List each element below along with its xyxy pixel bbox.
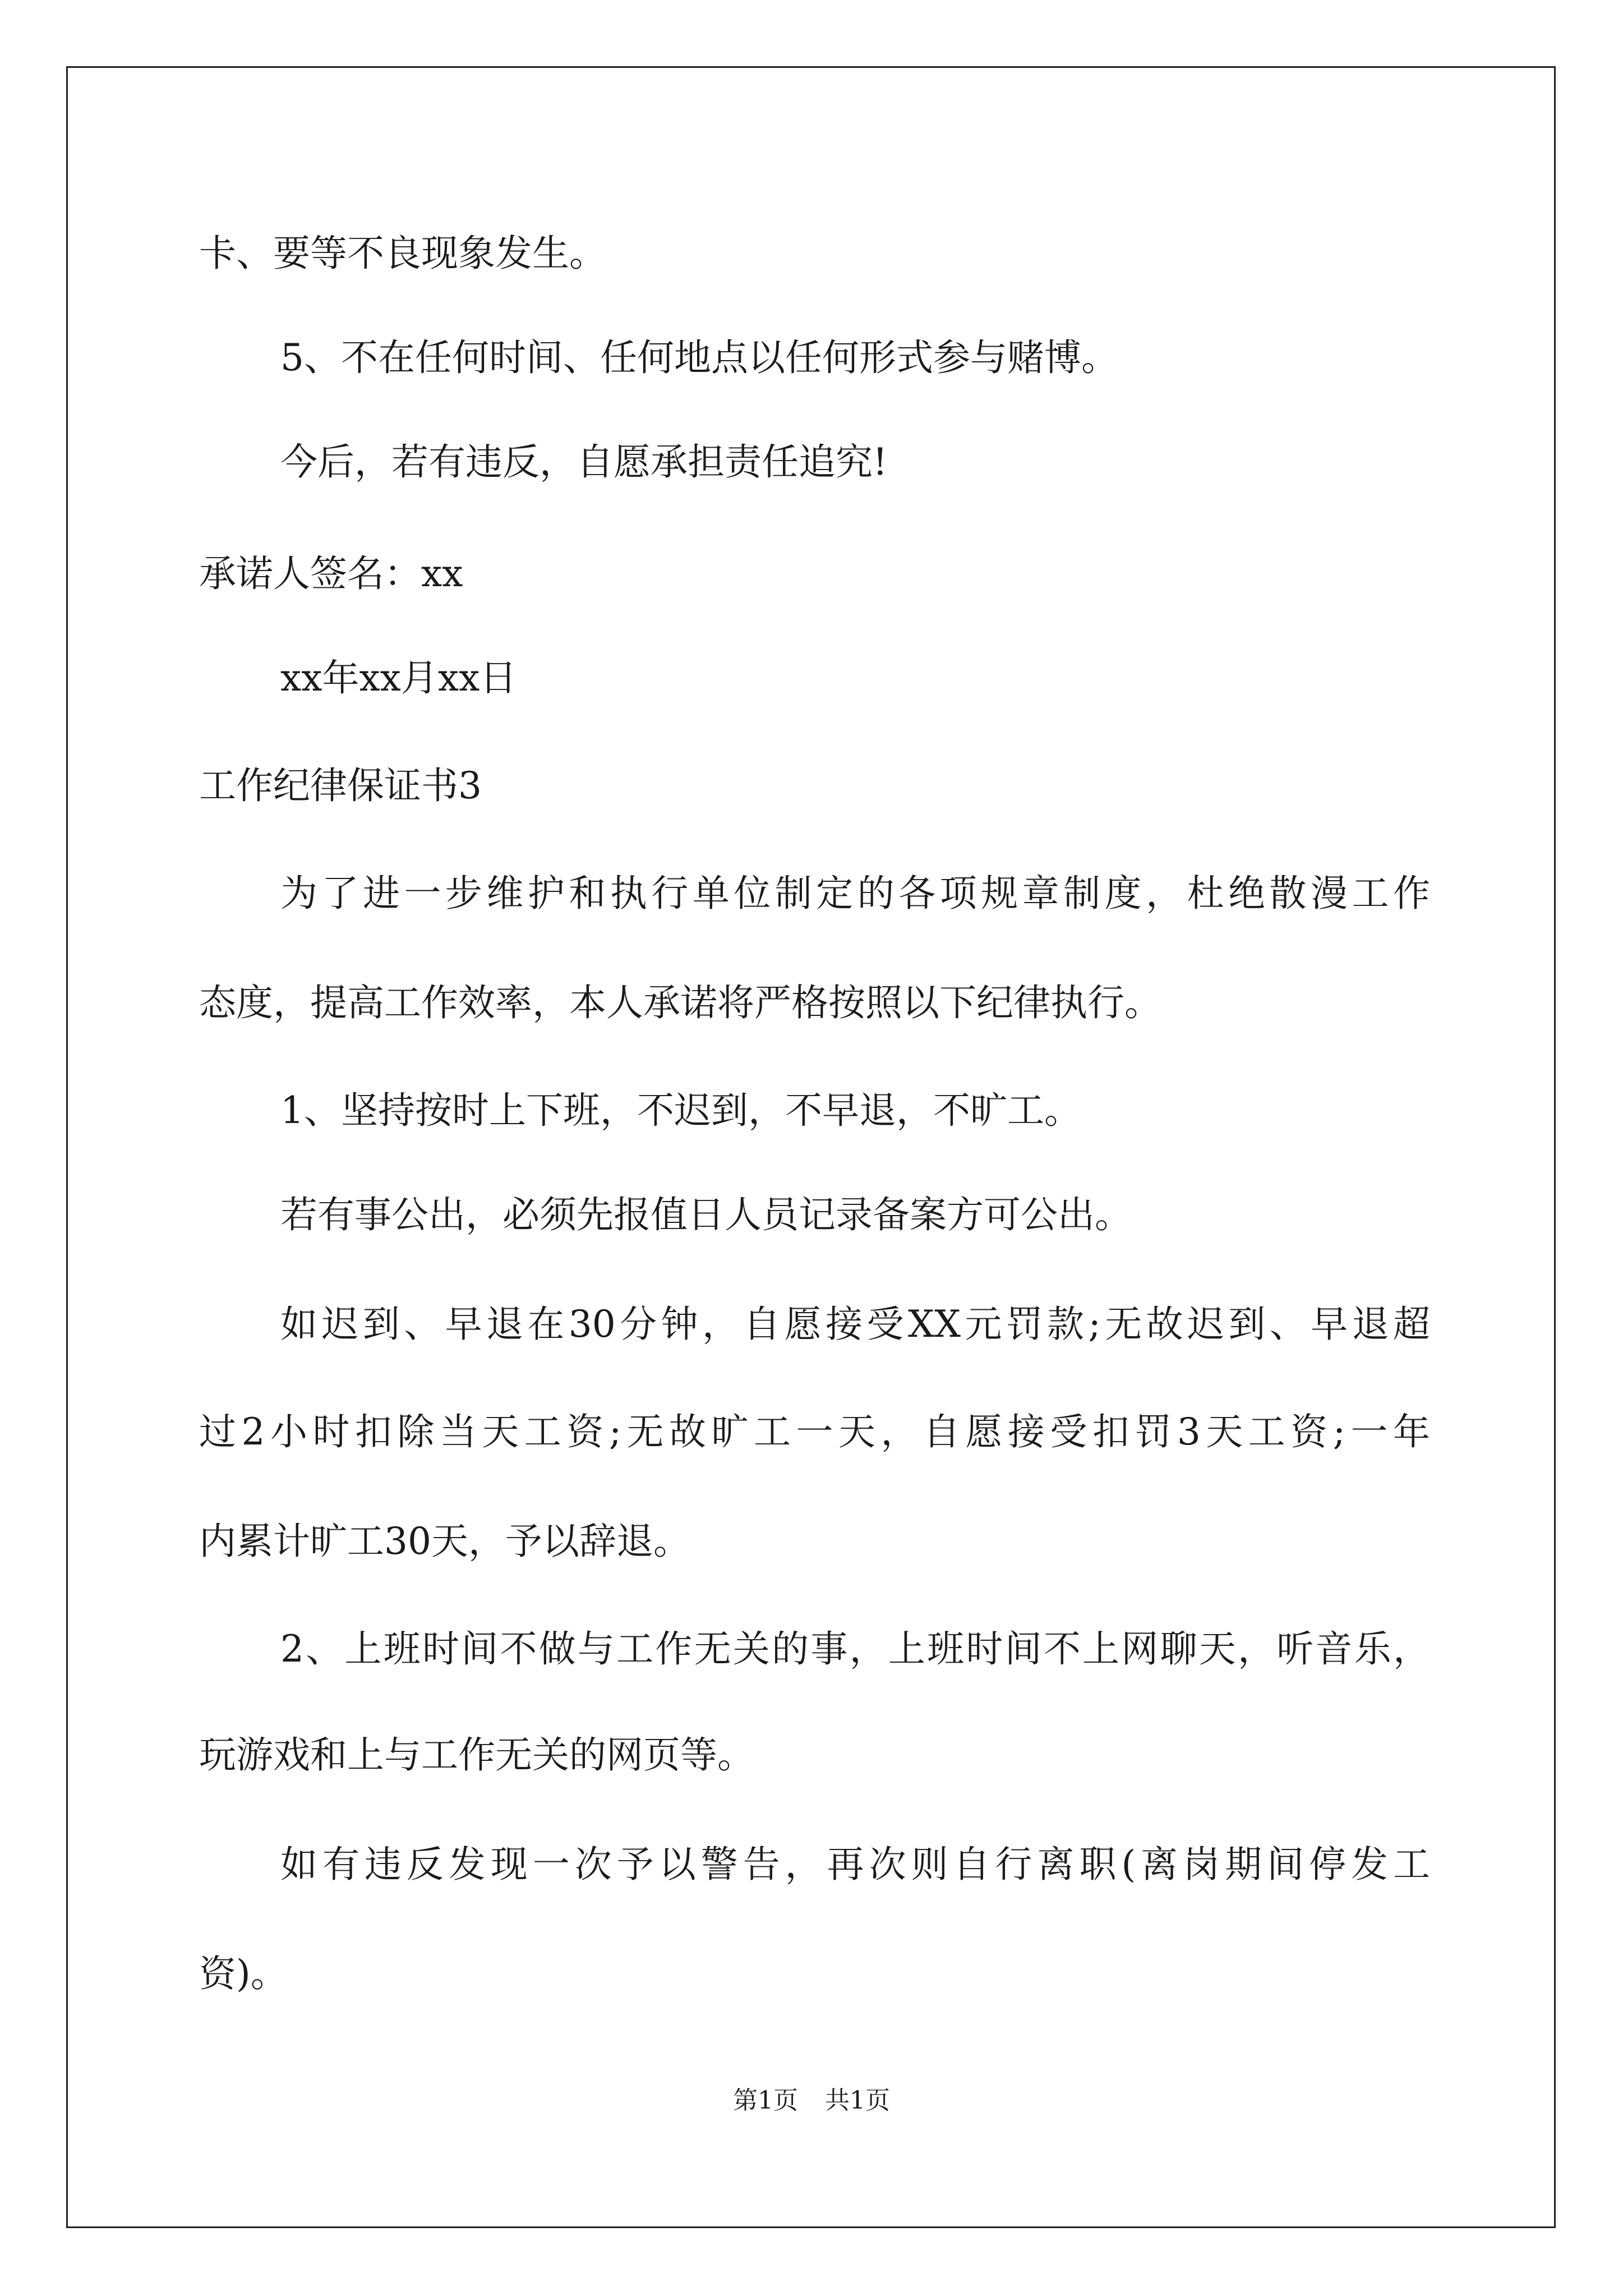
section-title: 工作纪律保证书3	[199, 764, 482, 807]
text-line-10: 若有事公出，必须先报值日人员记录备案方可公出。	[280, 1193, 1132, 1236]
date-line: xx年xx月xx日	[280, 656, 517, 700]
text-line-15: 玩游戏和上与工作无关的网页等。	[199, 1733, 754, 1777]
text-line-8: 态度，提高工作效率，本人承诺将严格按照以下纪律执行。	[199, 981, 1161, 1024]
text-line-9: 1、坚持按时上下班，不迟到，不早退，不旷工。	[280, 1089, 1081, 1132]
text-line-14: 2、上班时间不做与工作无关的事，上班时间不上网聊天，听音乐，	[280, 1627, 1430, 1671]
text-line-17: 资)。	[199, 1952, 288, 1995]
page-border	[66, 66, 1556, 2228]
text-line-13: 内累计旷工30天，予以辞退。	[199, 1520, 690, 1563]
signature-line: 承诺人签名：xx	[199, 552, 463, 595]
page-footer	[0, 2088, 1623, 2113]
text-line-16: 如有违反发现一次予以警告，再次则自行离职(离岗期间停发工	[280, 1843, 1430, 1886]
text-line-7: 为了进一步维护和执行单位制定的各项规章制度，杜绝散漫工作	[280, 872, 1430, 915]
text-line-11: 如迟到、早退在30分钟，自愿接受XX元罚款;无故迟到、早退超	[280, 1303, 1430, 1346]
text-line-2: 5、不在任何时间、任何地点以任何形式参与赌博。	[280, 336, 1118, 379]
text-line-1: 卡、要等不良现象发生。	[199, 232, 606, 275]
text-line-12: 过2小时扣除当天工资;无故旷工一天，自愿接受扣罚3天工资;一年	[199, 1410, 1430, 1453]
page-number: 第1页	[733, 2086, 798, 2115]
page-total: 共1页	[825, 2086, 890, 2115]
text-line-3: 今后，若有违反，自愿承担责任追究!	[280, 440, 888, 484]
